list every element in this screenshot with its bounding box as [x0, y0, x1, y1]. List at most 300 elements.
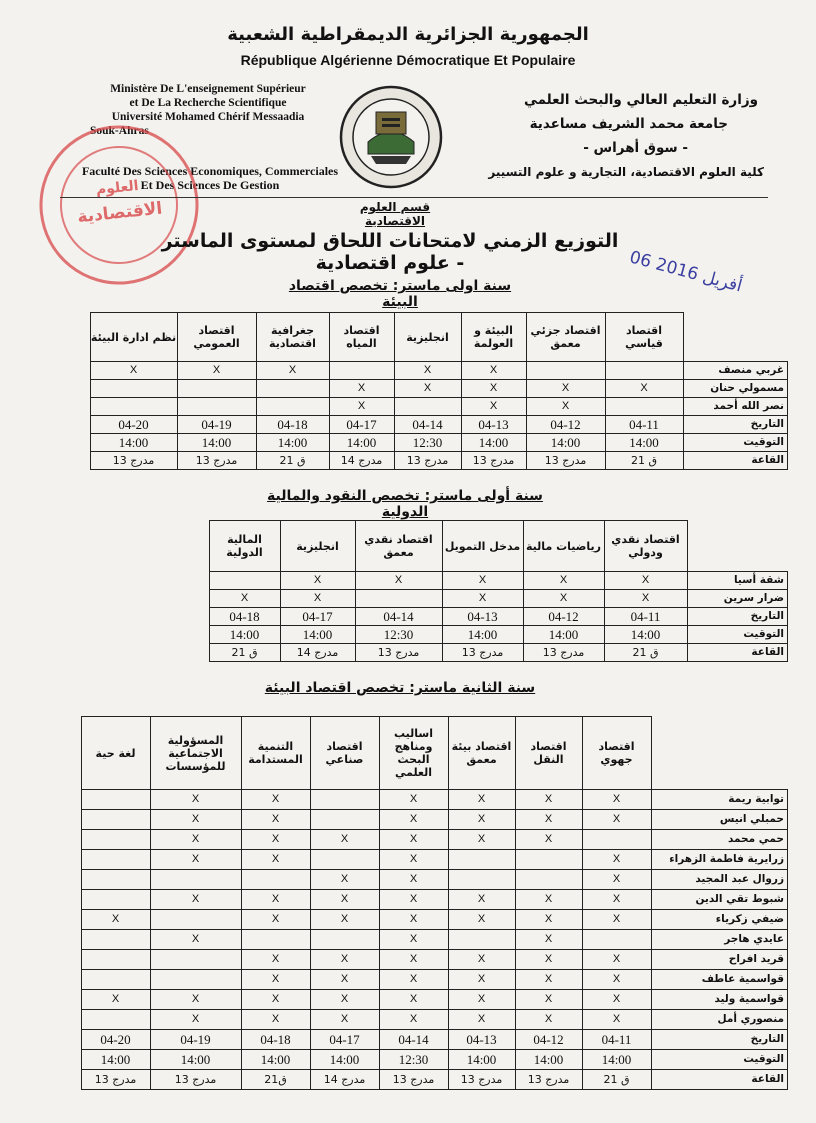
exam-mark: X [379, 950, 448, 970]
exam-mark [150, 910, 241, 930]
table-row [81, 890, 788, 910]
exam-mark: X [150, 850, 241, 870]
exam-mark: X [379, 910, 448, 930]
subject-header: اقتصاد المياه [329, 313, 394, 362]
student-name: ضرار سرين [687, 590, 788, 608]
subject-header: اقتصاد قياسي [605, 313, 683, 362]
student-name: عايدي هاجر [651, 930, 788, 950]
student-name: قريد افراح [651, 950, 788, 970]
exam-mark: X [241, 850, 310, 870]
table-row [90, 380, 788, 398]
exam-mark: X [523, 572, 604, 590]
room-cell: مدرج 13 [90, 452, 177, 470]
exam-mark: X [379, 810, 448, 830]
exam-mark: X [515, 930, 582, 950]
date-cell: 04-19 [150, 1030, 241, 1050]
time-row-label: التوقيت [683, 434, 788, 452]
exam-mark: X [582, 950, 651, 970]
city-ar: - سوق أهراس - [583, 140, 688, 156]
department-title: قسم العلوم الاقتصادية [359, 200, 431, 228]
exam-mark: X [90, 362, 177, 380]
exam-mark: X [150, 990, 241, 1010]
exam-mark: X [379, 830, 448, 850]
date-cell: 04-14 [394, 416, 461, 434]
ministry-line: Université Mohamed Chérif Messaadia [111, 111, 305, 123]
student-name: نصر الله أحمد [683, 398, 788, 416]
room-cell: مدرج 13 [448, 1070, 515, 1090]
exam-mark: X [310, 830, 379, 850]
exam-mark [81, 1010, 150, 1030]
subject-header: مدخل التمويل [442, 521, 523, 572]
time-cell: 14:00 [582, 1050, 651, 1070]
exam-mark: X [310, 1010, 379, 1030]
date-cell: 04-20 [90, 416, 177, 434]
table-row [81, 950, 788, 970]
date-cell: 04-11 [605, 416, 683, 434]
date-cell: 04-18 [209, 608, 280, 626]
ministry-block-ar [486, 88, 764, 184]
exam-mark: X [442, 590, 523, 608]
table-row-date [81, 1030, 788, 1050]
faculty-ar: كلية العلوم الاقتصادية، التجارية و علوم التسيير [488, 165, 764, 179]
exam-mark [329, 362, 394, 380]
room-cell: مدرج 13 [394, 452, 461, 470]
exam-mark: X [310, 950, 379, 970]
subject-header: اقتصاد نقدي معمق [355, 521, 442, 572]
subject-header: اساليب ومناهج البحث العلمي [379, 717, 448, 790]
student-name: حمبلي انيس [651, 810, 788, 830]
exam-mark: X [379, 850, 448, 870]
exam-mark [209, 572, 280, 590]
exam-mark: X [379, 990, 448, 1010]
exam-mark [310, 930, 379, 950]
corner-cell [687, 521, 788, 572]
date-cell: 04-14 [379, 1030, 448, 1050]
subject-header: اقتصاد بيئة معمق [448, 717, 515, 790]
exam-mark: X [150, 930, 241, 950]
section-title-3: سنة الثانية ماستر: تخصص اقتصاد البيئة [264, 680, 536, 696]
table-header-row [90, 313, 788, 362]
subject-header: اقتصاد نقدي ودولي [604, 521, 687, 572]
table-row-time [90, 434, 788, 452]
room-cell: مدرج 14 [329, 452, 394, 470]
table-row [81, 970, 788, 990]
student-name: شبوط تقي الدين [651, 890, 788, 910]
time-cell: 14:00 [256, 434, 329, 452]
room-row-label: القاعة [687, 644, 788, 662]
room-row-label: القاعة [651, 1070, 788, 1090]
exam-mark [355, 590, 442, 608]
exam-mark: X [150, 810, 241, 830]
exam-mark: X [150, 830, 241, 850]
table-header-row [81, 717, 788, 790]
exam-mark [605, 398, 683, 416]
corner-cell [683, 313, 788, 362]
exam-mark [81, 970, 150, 990]
exam-mark: X [448, 890, 515, 910]
exam-mark: X [461, 398, 526, 416]
svg-text:الاقتصادية: الاقتصادية [76, 198, 164, 228]
exam-mark: X [280, 590, 355, 608]
exam-mark [81, 930, 150, 950]
exam-mark: X [448, 830, 515, 850]
exam-mark: X [582, 890, 651, 910]
exam-mark: X [515, 790, 582, 810]
time-cell: 14:00 [177, 434, 256, 452]
exam-mark: X [310, 870, 379, 890]
subject-header: اقتصاد جزئي معمق [526, 313, 605, 362]
table-row [81, 990, 788, 1010]
exam-mark: X [81, 990, 150, 1010]
student-name: حمي محمد [651, 830, 788, 850]
exam-mark: X [515, 950, 582, 970]
time-cell: 14:00 [81, 1050, 150, 1070]
time-cell: 14:00 [461, 434, 526, 452]
exam-mark: X [442, 572, 523, 590]
table-row [90, 362, 788, 380]
table-row-date [90, 416, 788, 434]
time-cell: 14:00 [329, 434, 394, 452]
faculty-line: Et Des Sciences De Gestion [140, 178, 280, 192]
room-cell: مدرج 13 [355, 644, 442, 662]
ministry-line: Ministère De L'enseignement Supérieur [110, 83, 306, 95]
exam-mark [150, 950, 241, 970]
ministry-line: Souk-Ahras [90, 125, 149, 137]
exam-mark: X [241, 970, 310, 990]
student-name: توابية ريمة [651, 790, 788, 810]
exam-mark: X [582, 910, 651, 930]
republic-title-fr: République Algérienne Démocratique Et Populaire [240, 52, 576, 68]
exam-mark: X [241, 890, 310, 910]
student-name: منصوري أمل [651, 1010, 788, 1030]
exam-mark: X [150, 890, 241, 910]
time-cell: 14:00 [90, 434, 177, 452]
date-cell: 04-13 [461, 416, 526, 434]
exam-mark [448, 870, 515, 890]
time-cell: 14:00 [605, 434, 683, 452]
room-cell: مدرج 13 [442, 644, 523, 662]
university-ar: جامعة محمد الشريف مساعدية [529, 116, 728, 132]
subject-header: لغة حية [81, 717, 150, 790]
exam-mark [177, 398, 256, 416]
exam-mark: X [241, 990, 310, 1010]
subject-header: نظم ادارة البيئة [90, 313, 177, 362]
subject-header: انجليزية [394, 313, 461, 362]
subject-header: اقتصاد جهوي [582, 717, 651, 790]
exam-mark: X [241, 790, 310, 810]
date-cell: 04-18 [256, 416, 329, 434]
date-cell: 04-11 [604, 608, 687, 626]
exam-mark: X [582, 1010, 651, 1030]
exam-mark [448, 930, 515, 950]
exam-mark [241, 930, 310, 950]
date-cell: 04-17 [329, 416, 394, 434]
exam-mark [81, 790, 150, 810]
date-cell: 04-13 [442, 608, 523, 626]
date-cell: 04-12 [523, 608, 604, 626]
exam-mark: X [515, 890, 582, 910]
exam-mark [81, 810, 150, 830]
exam-table-3 [81, 716, 789, 1090]
exam-mark: X [150, 1010, 241, 1030]
subject-header: رياضيات مالية [523, 521, 604, 572]
date-row-label: التاريخ [687, 608, 788, 626]
exam-mark: X [241, 1010, 310, 1030]
exam-mark: X [379, 890, 448, 910]
table-row [81, 910, 788, 930]
exam-mark: X [379, 1010, 448, 1030]
student-name: ضيفي زكرياء [651, 910, 788, 930]
exam-mark: X [582, 870, 651, 890]
exam-mark: X [448, 810, 515, 830]
exam-mark [582, 830, 651, 850]
subject-header: جغرافية اقتصادية [256, 313, 329, 362]
exam-mark: X [310, 890, 379, 910]
exam-mark: X [150, 790, 241, 810]
subject-header: انجليزية [280, 521, 355, 572]
subject-header: التنمية المستدامة [241, 717, 310, 790]
time-cell: 14:00 [209, 626, 280, 644]
date-row-label: التاريخ [651, 1030, 788, 1050]
exam-mark [81, 950, 150, 970]
exam-mark: X [394, 362, 461, 380]
exam-mark: X [379, 970, 448, 990]
table-header-row [209, 521, 788, 572]
time-cell: 12:30 [379, 1050, 448, 1070]
subject-header: المسؤولية الاجتماعية للمؤسسات [150, 717, 241, 790]
table-row [90, 398, 788, 416]
subject-header: البيئة و العولمة [461, 313, 526, 362]
exam-mark: X [515, 1010, 582, 1030]
date-stamp: 06 أفريل 2016 [627, 247, 745, 297]
exam-mark [81, 850, 150, 870]
exam-mark: X [461, 380, 526, 398]
section-title-2: سنة أولى ماستر: تخصص النقود والمالية الدولية [267, 488, 543, 520]
exam-mark: X [461, 362, 526, 380]
time-cell: 14:00 [310, 1050, 379, 1070]
exam-mark: X [329, 398, 394, 416]
exam-mark: X [526, 380, 605, 398]
exam-mark: X [605, 380, 683, 398]
room-cell: مدرج 13 [379, 1070, 448, 1090]
subject-header: اقتصاد النقل [515, 717, 582, 790]
time-cell: 12:30 [394, 434, 461, 452]
exam-mark: X [582, 990, 651, 1010]
date-cell: 04-11 [582, 1030, 651, 1050]
table-row-time [81, 1050, 788, 1070]
date-cell: 04-17 [280, 608, 355, 626]
room-row-label: القاعة [683, 452, 788, 470]
room-cell: مدرج 14 [310, 1070, 379, 1090]
student-name: زروال عبد المجيد [651, 870, 788, 890]
exam-table-2 [209, 520, 789, 662]
room-cell: ق21 [241, 1070, 310, 1090]
room-cell: ق 21 [256, 452, 329, 470]
table-row-room [81, 1070, 788, 1090]
student-name: زرايرية فاطمة الزهراء [651, 850, 788, 870]
faculty-line: Faculté Des Sciences Economiques, Commerciales [81, 164, 339, 178]
exam-mark: X [355, 572, 442, 590]
date-cell: 04-14 [355, 608, 442, 626]
subject-header: المالية الدولية [209, 521, 280, 572]
exam-mark [310, 850, 379, 870]
table-row-room [209, 644, 788, 662]
date-row-label: التاريخ [683, 416, 788, 434]
exam-mark [81, 830, 150, 850]
exam-mark: X [582, 970, 651, 990]
time-cell: 12:30 [355, 626, 442, 644]
exam-mark [310, 810, 379, 830]
time-cell: 14:00 [523, 626, 604, 644]
republic-title-ar: الجمهورية الجزائرية الديمقراطية الشعبية [227, 24, 589, 45]
exam-mark: X [515, 810, 582, 830]
table-row [209, 572, 788, 590]
exam-mark: X [379, 790, 448, 810]
room-cell: مدرج 13 [177, 452, 256, 470]
exam-mark: X [329, 380, 394, 398]
exam-mark: X [81, 910, 150, 930]
exam-mark [177, 380, 256, 398]
table-row [81, 850, 788, 870]
student-name: شقة أسيا [687, 572, 788, 590]
table-row [81, 830, 788, 850]
room-cell: مدرج 13 [461, 452, 526, 470]
exam-mark: X [582, 850, 651, 870]
time-cell: 14:00 [442, 626, 523, 644]
exam-mark [310, 790, 379, 810]
exam-mark: X [241, 830, 310, 850]
exam-mark: X [515, 830, 582, 850]
exam-mark: X [310, 970, 379, 990]
exam-mark: X [448, 990, 515, 1010]
date-cell: 04-17 [310, 1030, 379, 1050]
ministry-line: et De La Recherche Scientifique [129, 97, 287, 109]
exam-table-1 [90, 312, 789, 470]
exam-mark: X [448, 950, 515, 970]
exam-mark [256, 380, 329, 398]
exam-mark: X [310, 990, 379, 1010]
room-cell: ق 21 [582, 1070, 651, 1090]
exam-mark: X [582, 810, 651, 830]
exam-mark: X [379, 930, 448, 950]
table-row [81, 870, 788, 890]
corner-cell [651, 717, 788, 790]
exam-mark: X [241, 950, 310, 970]
section-title-1: سنة اولى ماستر: تخصص اقتصاد البيئة [288, 278, 512, 310]
room-cell: ق 21 [604, 644, 687, 662]
exam-mark: X [241, 810, 310, 830]
date-cell: 04-13 [448, 1030, 515, 1050]
time-cell: 14:00 [515, 1050, 582, 1070]
exam-mark: X [526, 398, 605, 416]
table-row [209, 590, 788, 608]
exam-mark [241, 870, 310, 890]
exam-mark: X [582, 790, 651, 810]
exam-mark: X [448, 910, 515, 930]
exam-mark [256, 398, 329, 416]
exam-mark: X [394, 380, 461, 398]
exam-mark: X [448, 970, 515, 990]
time-cell: 14:00 [280, 626, 355, 644]
subject-header: اقتصاد العمومي [177, 313, 256, 362]
page-title: التوزيع الزمني لامتحانات اللحاق لمستوى الماستر - علوم اقتصادية [161, 230, 619, 274]
time-cell: 14:00 [241, 1050, 310, 1070]
table-row [81, 790, 788, 810]
exam-mark [90, 380, 177, 398]
time-cell: 14:00 [448, 1050, 515, 1070]
exam-mark: X [256, 362, 329, 380]
exam-mark: X [379, 870, 448, 890]
student-name: غربي منصف [683, 362, 788, 380]
exam-mark [582, 930, 651, 950]
room-cell: مدرج 13 [81, 1070, 150, 1090]
date-cell: 04-12 [526, 416, 605, 434]
exam-mark: X [310, 910, 379, 930]
time-cell: 14:00 [604, 626, 687, 644]
table-row-time [209, 626, 788, 644]
table-row-date [209, 608, 788, 626]
exam-mark: X [241, 910, 310, 930]
exam-mark [81, 890, 150, 910]
date-cell: 04-18 [241, 1030, 310, 1050]
date-cell: 04-19 [177, 416, 256, 434]
date-cell: 04-12 [515, 1030, 582, 1050]
exam-mark [150, 870, 241, 890]
table-row-room [90, 452, 788, 470]
table-row [81, 1010, 788, 1030]
exam-mark: X [515, 970, 582, 990]
room-cell: ق 21 [605, 452, 683, 470]
exam-mark: X [448, 1010, 515, 1030]
exam-mark [526, 362, 605, 380]
time-row-label: التوقيت [687, 626, 788, 644]
exam-mark [605, 362, 683, 380]
date-cell: 04-20 [81, 1030, 150, 1050]
exam-mark: X [523, 590, 604, 608]
student-name: قواسمية عاطف [651, 970, 788, 990]
exam-mark: X [604, 590, 687, 608]
time-cell: 14:00 [150, 1050, 241, 1070]
exam-mark: X [515, 990, 582, 1010]
time-row-label: التوقيت [651, 1050, 788, 1070]
exam-mark [515, 850, 582, 870]
exam-mark: X [604, 572, 687, 590]
exam-mark: X [280, 572, 355, 590]
exam-mark: X [448, 790, 515, 810]
exam-mark [150, 970, 241, 990]
time-cell: 14:00 [526, 434, 605, 452]
room-cell: ق 21 [209, 644, 280, 662]
table-row [81, 930, 788, 950]
student-name: قواسمية وليد [651, 990, 788, 1010]
room-cell: مدرج 13 [526, 452, 605, 470]
room-cell: مدرج 13 [150, 1070, 241, 1090]
subject-header: اقتصاد صناعي [310, 717, 379, 790]
exam-mark: X [177, 362, 256, 380]
room-cell: مدرج 13 [515, 1070, 582, 1090]
exam-mark [394, 398, 461, 416]
exam-mark [81, 870, 150, 890]
exam-mark [90, 398, 177, 416]
exam-mark [515, 870, 582, 890]
exam-mark: X [515, 910, 582, 930]
header-divider [60, 197, 768, 198]
svg-text:العلوم: العلوم [95, 177, 140, 199]
exam-mark: X [209, 590, 280, 608]
university-logo [338, 84, 444, 190]
room-cell: مدرج 14 [280, 644, 355, 662]
exam-mark [448, 850, 515, 870]
